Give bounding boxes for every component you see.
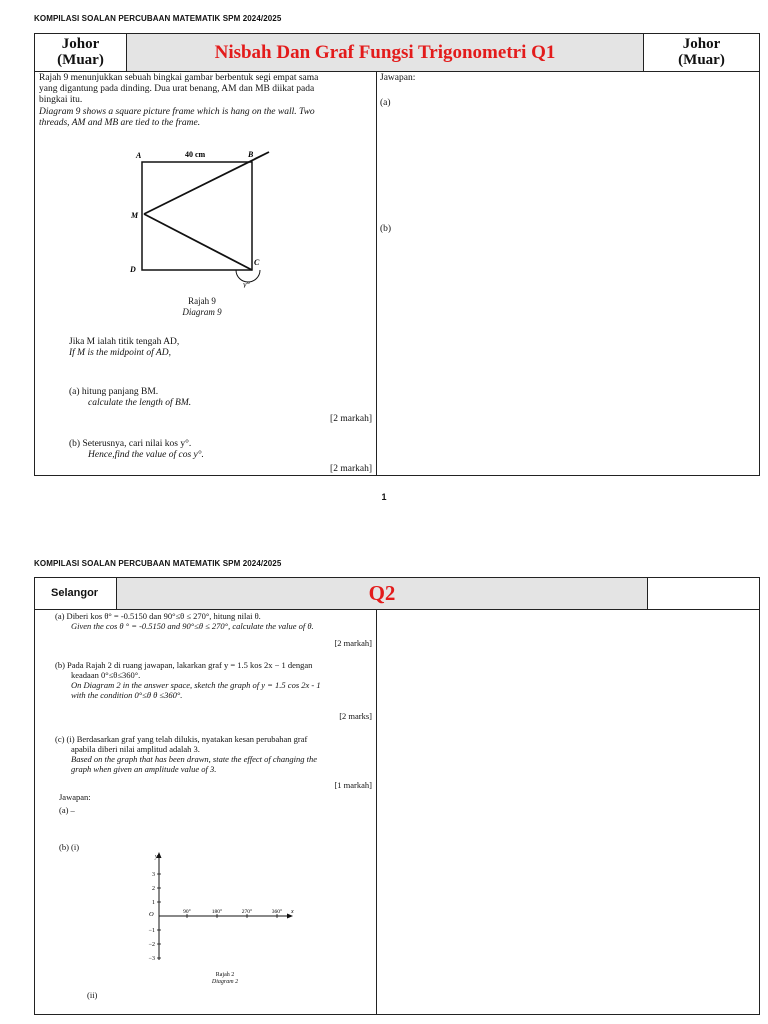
- intro-ms-line2: yang digantung pada dinding. Dua urat benang, AM dan MB diikat pada: [39, 84, 315, 94]
- q2-b-marks: [2 marks]: [339, 711, 372, 721]
- length-label: 40 cm: [185, 150, 206, 159]
- label-c: C: [254, 258, 260, 267]
- q2-c-marks: [1 markah]: [334, 780, 372, 790]
- q2-b-ms-line1: (b) Pada Rajah 2 di ruang jawapan, lakarkan graf y = 1.5 kos 2x − 1 dengan: [55, 660, 313, 670]
- question-b-ms: (b) Seterusnya, cari nilai kos y°.: [69, 439, 192, 449]
- caption-ms: Rajah 9: [188, 296, 216, 306]
- q2-answer-b: (b) (i): [59, 842, 80, 852]
- label-m: M: [131, 211, 139, 220]
- diagram-2-graph: [143, 848, 303, 976]
- x-tick-label: 270°: [241, 909, 253, 915]
- answer-b: (b): [380, 224, 392, 234]
- q2-c-en-line2: graph when given an amplitude value of 3.: [71, 764, 217, 774]
- question-b: [69, 439, 204, 461]
- page-title-2: Q2: [117, 578, 648, 609]
- q2-c-ms-line2: apabila diberi nilai amplitud adalah 3.: [71, 744, 200, 754]
- intro-ms-line1: Rajah 9 menunjukkan sebuah bingkai gambar berbentuk segi empat sama: [39, 73, 319, 83]
- q2-a-en: Given the cos θ ° = -0.5150 and 90°≤θ ≤ 270°, calculate the value of θ.: [71, 621, 314, 631]
- question-a: [69, 387, 191, 409]
- question-a-marks: [2 markah]: [330, 414, 372, 424]
- origin-label: O: [149, 911, 154, 918]
- frame-diagram: [127, 146, 277, 288]
- y-tick-label: −3: [148, 956, 155, 962]
- location-right: [644, 34, 759, 71]
- column-divider: [376, 71, 377, 475]
- q2-b-en-line1: On Diagram 2 in the answer space, sketch the graph of y = 1.5 cos 2x - 1: [71, 680, 321, 690]
- intro-ms-line3: bingkai itu.: [39, 95, 83, 105]
- y-tick-label: 2: [152, 886, 155, 892]
- page-title: Nisbah Dan Graf Fungsi Trigonometri Q1: [127, 34, 644, 71]
- q2-b-en-line2: with the condition 0°≤θ θ ≤360°.: [71, 690, 183, 700]
- q2-answer-a: (a) –: [59, 805, 75, 815]
- diagram-2-caption: [185, 972, 265, 986]
- q2-question-b: [55, 660, 373, 700]
- document-header: KOMPILASI SOALAN PERCUBAAN MATEMATIK SPM 2024/2025: [34, 14, 282, 23]
- caption-en: Diagram 9: [182, 307, 222, 317]
- location-right-line1: Johor: [682, 36, 721, 52]
- x-tick-label: 360°: [271, 909, 283, 915]
- q2-c-ms-line1: (c) (i) Berdasarkan graf yang telah dilukis, nyatakan kesan perubahan graf: [55, 734, 308, 744]
- question-b-en: Hence,find the value of cos y°.: [88, 450, 204, 460]
- question-a-ms: (a) hitung panjang BM.: [69, 387, 159, 397]
- y-tick-label: −1: [148, 928, 155, 934]
- diagram-9-caption: [127, 296, 277, 318]
- question-2-header-row: [35, 578, 759, 610]
- question-a-en: calculate the length of BM.: [88, 398, 192, 408]
- intro-malay: [39, 73, 374, 106]
- question-1-header-row: [35, 34, 759, 72]
- caption-2-ms: Rajah 2: [215, 972, 235, 978]
- column-divider-2: [376, 609, 377, 1014]
- y-axis-label: y: [155, 854, 158, 860]
- location-left: [35, 34, 127, 71]
- page-number: 1: [381, 492, 387, 502]
- label-y: y°: [243, 280, 250, 288]
- answer-label: Jawapan:: [380, 73, 416, 83]
- header-blank-cell: [648, 578, 759, 609]
- intro-en-line2: threads, AM and MB are tied to the frame.: [39, 118, 201, 128]
- location-right-line2: (Muar): [678, 52, 725, 68]
- condition-ms: Jika M ialah titik tengah AD,: [69, 337, 180, 347]
- condition: [69, 337, 179, 359]
- y-tick-label: 1: [152, 900, 155, 906]
- question-b-marks: [2 markah]: [330, 464, 372, 474]
- x-axis-label: x: [291, 909, 294, 915]
- x-tick-label: 180°: [211, 909, 223, 915]
- q2-c-en-line1: Based on the graph that has been drawn, state the effect of changing the: [71, 754, 317, 764]
- q2-answer-b-ii: (ii): [87, 990, 98, 1000]
- caption-2-en: Diagram 2: [211, 979, 239, 985]
- q2-b-ms-line2: keadaan 0°≤θ≤360°.: [71, 670, 141, 680]
- y-tick-label: −2: [148, 942, 155, 948]
- q2-a-ms: (a) Diberi kos θ° = -0.5150 dan 90°≤θ ≤ 270°, hitung nilai θ.: [55, 611, 261, 621]
- q2-a-marks: [2 markah]: [334, 638, 372, 648]
- label-b: B: [248, 150, 254, 159]
- q2-answer-label: Jawapan:: [59, 792, 91, 802]
- question-2-box: [34, 577, 760, 1015]
- x-tick-label: 90°: [183, 909, 191, 915]
- square-frame: [142, 162, 252, 270]
- intro-english: [39, 107, 374, 129]
- condition-en: If M is the midpoint of AD,: [69, 348, 171, 358]
- document-header-2: KOMPILASI SOALAN PERCUBAAN MATEMATIK SPM 2024/2025: [34, 559, 282, 568]
- line-mc: [144, 214, 252, 270]
- q2-question-a: [55, 611, 373, 631]
- label-a: A: [136, 151, 142, 160]
- y-tick-label: 3: [152, 872, 155, 878]
- intro-en-line1: Diagram 9 shows a square picture frame which is hang on the wall. Two: [39, 107, 315, 117]
- question-1-box: [34, 33, 760, 476]
- location-left-line1: Johor: [61, 36, 100, 52]
- location-selangor: Selangor: [35, 578, 117, 609]
- answer-a: (a): [380, 98, 391, 108]
- location-left-line2: (Muar): [57, 52, 104, 68]
- label-d: D: [130, 265, 136, 274]
- q2-question-c: [55, 734, 373, 774]
